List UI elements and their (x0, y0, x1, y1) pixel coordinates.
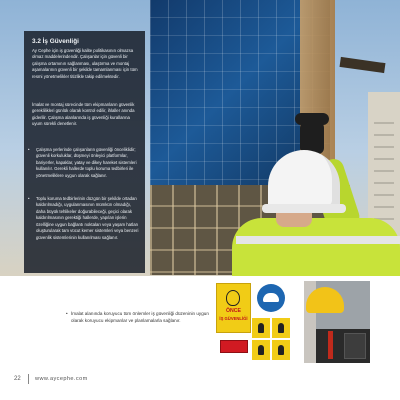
red-label-icon (220, 340, 248, 353)
worker-safety-vest (232, 218, 400, 276)
warning-sign-icon (252, 340, 270, 360)
crane-beam (340, 57, 386, 73)
sign-subtitle: İŞ GÜVENLİĞİ (219, 316, 248, 321)
footer-divider (28, 374, 29, 384)
worker-tools-photo (304, 281, 370, 363)
safety-first-sign (216, 283, 251, 333)
footer-url[interactable]: www.aycephe.com (35, 376, 88, 382)
sign-title: ÖNCE (226, 308, 241, 314)
warning-sign-icon (252, 318, 270, 338)
hard-hat-required-icon (257, 284, 285, 312)
section-title: 3.2 İş Güvenliği (32, 38, 79, 45)
panel-paragraph-1: Ay Cephe için iş güvenliği kalite politikasının olmazsa olmaz maddelerindendir. Çalışanlar için güvenli bir çalışma ortamının sağlanması, ulaştırma ve montaj aşamalarının güvenli bir şekilde tamamlanması için tüm resmi yönetmelikler titizlikle takip edilmektedir. (32, 48, 138, 79)
hammer-icon (328, 331, 333, 359)
warning-sign-icon (272, 318, 290, 338)
panel-bullet-2: • Toplu koruma tedbirlerinin düzgün bir şekilde ortadan kaldırılmadığı, uygulanmasının mümkün olmadığı, daha büyük tehlikeler doğurabileceği, geçici olarak kaldırılmasının gerektiği hallerde, yapılan işlerin özelliğine uygun bağlantı noktaları veya yaşam hatları oluşturularak tam vücut kemer sistemleri veya benzeri güvenlik sistemlerinin kullanılması sağlanır. (32, 196, 139, 241)
info-panel (24, 31, 145, 273)
page-number: 22 (14, 376, 21, 382)
panel-bullet-1: • Çalışma yerlerinde çalışanların güvenliği önceliklidir; güvenli korkuluklar, düşmeyi önleyici platformlar, bariyerler, kapaklar, yatay ve dikey hareket sistemleri kullanılır. Gerekli hallerde toplu koruma tedbirleri ile yönetmeliklere uygun olarak sağlanır. (32, 147, 139, 179)
worker-hard-hat (268, 150, 340, 212)
warning-sign-icon (272, 340, 290, 360)
worker-glove (300, 120, 324, 154)
worker-face-icon (226, 290, 240, 306)
bottom-bullet-text: • İmalat alanında koruyucu tüm önlemler iş güvenliği düzeninin uygun olarak koruyucu ekipmanlar ve planlamalarla sağlanır. (71, 310, 211, 324)
panel-paragraph-2: İmalat ve montaj sürecinde tüm ekipmanların güvenlik gereklilikleri günlük olarak kontrol edilir, ihlaller anında giderilir. Çalışma alanlarında iş güvenliği kurallarına uyum sürekli denetlenir. (32, 102, 135, 127)
